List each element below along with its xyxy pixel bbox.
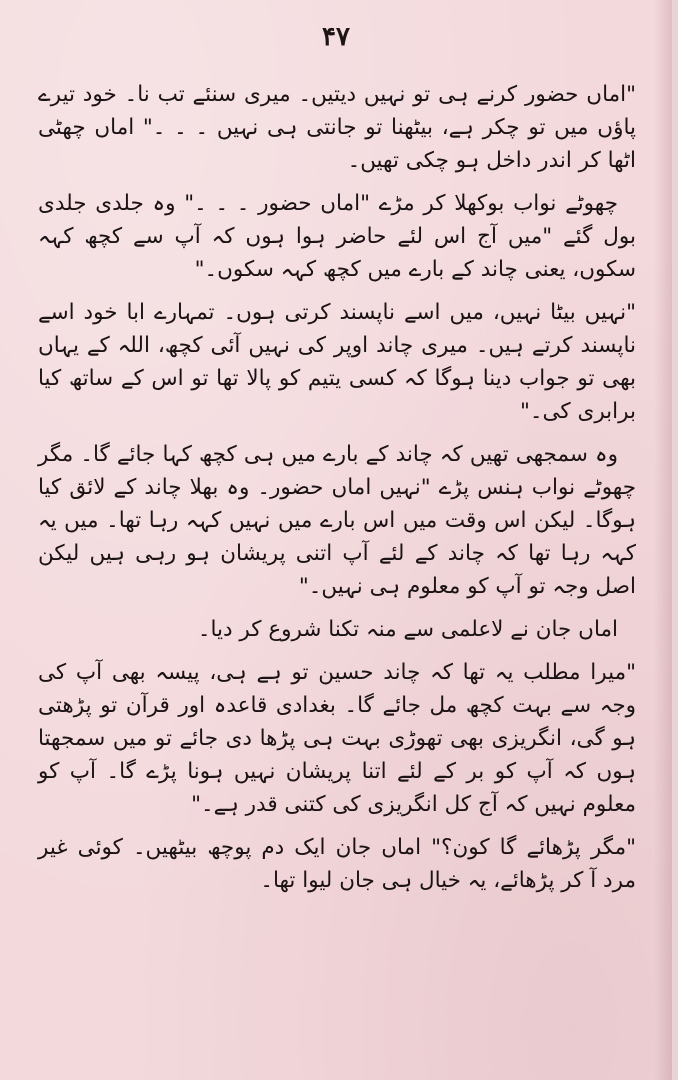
paragraph-3: "نہیں بیٹا نہیں، میں اسے ناپسند کرتی ہوں۔ تمہارے ابا خود اسے ناپسند کرتے ہیں۔ میری چاند اوپر کی نہیں آئی کچھ، اللہ کے یہاں بھی تو جواب دینا ہوگا کہ کسی یتیم کو پالا تھا تو اس کے ساتھ کیا برابری کی۔" — [38, 300, 636, 424]
paragraph-2: چھوٹے نواب بوکھلا کر مڑے "اماں حضور ۔ ۔ ۔" وہ جلدی جلدی بول گئے "میں آج اس لئے حاضر ہوا ہوں کہ آپ سے کچھ کہہ سکوں، یعنی چاند کے بارے میں کچھ کہہ سکوں۔" — [38, 191, 636, 282]
paragraph-1: "اماں حضور کرنے ہی تو نہیں دیتیں۔ میری سنئے تب نا۔ خود تیرے پاؤں میں تو چکر ہے، بیٹھنا تو جانتی ہی نہیں ۔ ۔ ۔" اماں چھٹی اٹھا کر اندر داخل ہو چکی تھیں۔ — [38, 82, 636, 173]
page-text — [38, 78, 636, 907]
paragraph-5: اماں جان نے لاعلمی سے منہ تکنا شروع کر دیا۔ — [197, 617, 618, 642]
paragraph-4: وہ سمجھی تھیں کہ چاند کے بارے میں ہی کچھ کہا جائے گا۔ مگر چھوٹے نواب ہنس پڑے "نہیں اماں حضور۔ وہ بھلا چاند کے لائق کیا ہوگا۔ لیکن اس وقت میں اس بارے میں نہیں کہہ رہا تھا۔ میں یہ کہہ رہا تھا کہ چاند کے لئے آپ اتنی پریشان ہو رہی ہیں لیکن اصل وجہ تو آپ کو معلوم ہی نہیں۔" — [38, 442, 636, 599]
paragraph-6: "میرا مطلب یہ تھا کہ چاند حسین تو ہے ہی، پیسہ بھی آپ کی وجہ سے بہت کچھ مل جائے گا۔ بغدادی قاعدہ اور قرآن تو پڑھتی ہو گی، انگریزی بھی تھوڑی بہت ہی پڑھا دی جائے تو میں سمجھتا ہوں کہ آپ کو بر کے لئے اتنا پریشان نہیں ہونا پڑے گا۔ آپ کو معلوم نہیں کہ آج کل انگریزی کی کتنی قدر ہے۔" — [38, 660, 636, 817]
page-number: ۴۷ — [322, 22, 350, 52]
paragraph-7: "مگر پڑھائے گا کون؟" اماں جان ایک دم پوچھ بیٹھیں۔ کوئی غیر مرد آ کر پڑھائے، یہ خیال ہی جان لیوا تھا۔ — [38, 835, 636, 893]
